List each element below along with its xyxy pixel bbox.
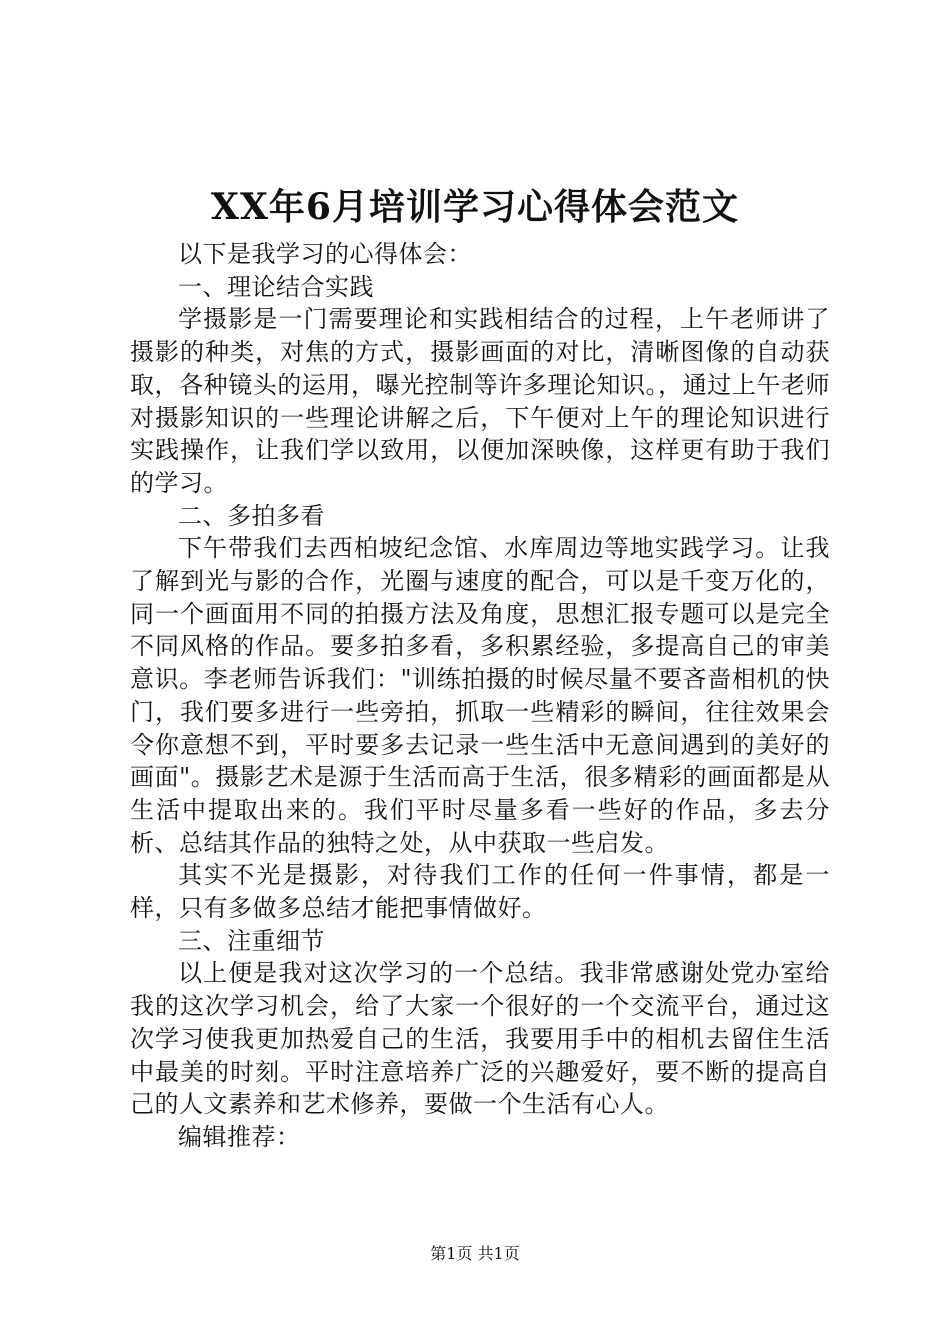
section-heading-3: 三、注重细节: [178, 926, 325, 955]
section-2-paragraph-2: 其实不光是摄影，对待我们工作的任何一件事情，都是一样，只有多做多总结才能把事情做好。: [130, 861, 830, 923]
document-body: [130, 238, 830, 1154]
editor-recommendation: 编辑推荐：: [178, 1122, 301, 1151]
section-2-paragraph: 下午带我们去西柏坡纪念馆、水库周边等地实践学习。让我了解到光与影的合作，光圈与速度的配合，可以是千变万化的，同一个画面用不同的拍摄方法及角度，思想汇报专题可以是完全不同风格的作品。要多拍多看，多积累经验，多提高自己的审美意识。李老师告诉我们："训练拍摄的时候尽量不要吝啬相机的快门，我们要多进行一些旁拍，抓取一些精彩的瞬间，往往效果会令你意想不到，平时要多去记录一些生活中无意间遇到的美好的画面"。摄影艺术是源于生活而高于生活，很多精彩的画面都是从生活中提取出来的。我们平时尽量多看一些好的作品，多去分析、总结其作品的独特之处，从中获取一些启发。: [130, 534, 830, 857]
section-heading-2: 二、多拍多看: [178, 501, 325, 530]
intro-paragraph: 以下是我学习的心得体会：: [178, 240, 472, 268]
section-1-paragraph: 学摄影是一门需要理论和实践相结合的过程，上午老师讲了摄影的种类，对焦的方式，摄影画面的对比，清晰图像的自动获取，各种镜头的运用，曝光控制等许多理论知识。，通过上午老师对摄影知识的一些理论讲解之后，下午便对上午的理论知识进行实践操作，让我们学以致用，以便加深映像，这样更有助于我们的学习。: [130, 305, 830, 497]
section-heading-1: 一、理论结合实践: [178, 272, 374, 301]
document-title: XX年6月培训学习心得体会范文: [211, 186, 739, 228]
page-footer: 第1页 共1页: [430, 1244, 520, 1263]
section-3-paragraph: 以上便是我对这次学习的一个总结。我非常感谢处党办室给我的这次学习机会，给了大家一个很好的一个交流平台，通过这次学习使我更加热爱自己的生活，我要用手中的相机去留住生活中最美的时刻。平时注意培养广泛的兴趣爱好，要不断的提高自己的人文素养和艺术修养，要做一个生活有心人。: [130, 959, 830, 1119]
